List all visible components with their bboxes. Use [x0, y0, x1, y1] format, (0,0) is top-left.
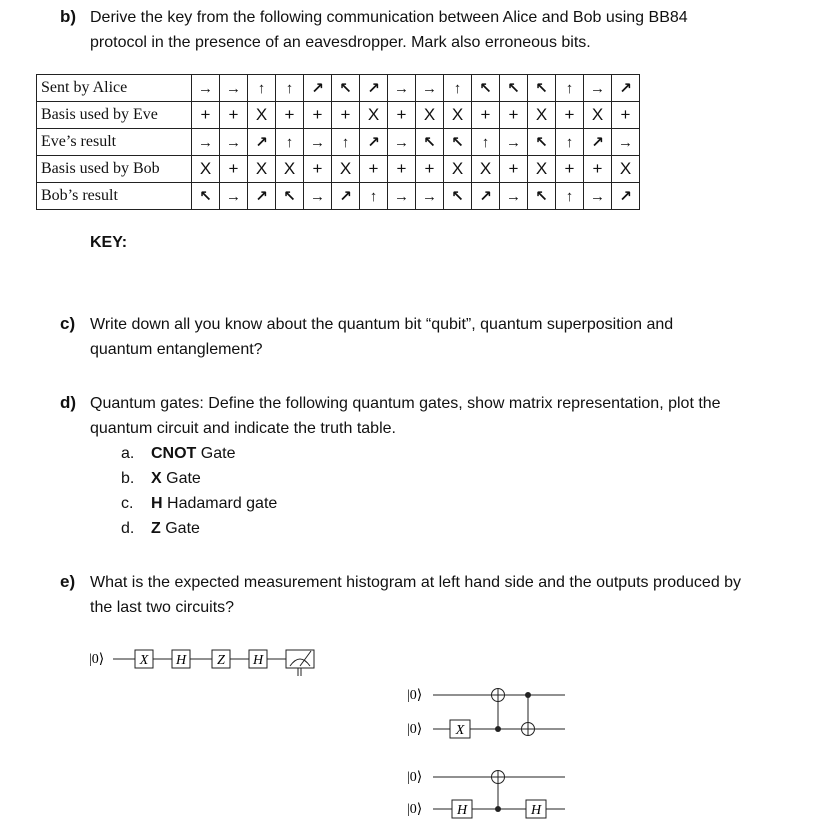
bb84-cell: + — [276, 102, 304, 129]
circuit3-gate-h2-label: H — [530, 803, 542, 818]
question-d-line1: Quantum gates: Define the following quantum gates, show matrix representation, plot the — [90, 395, 721, 412]
bb84-cell: X — [584, 102, 612, 129]
bb84-cell: ↖ — [416, 129, 444, 156]
bb84-row-header: Bob’s result — [37, 183, 192, 210]
bb84-cell: ↗ — [612, 183, 640, 210]
bb84-cell: ↗ — [584, 129, 612, 156]
gate-item-x: b. X Gate — [121, 470, 201, 487]
circuit-1 — [89, 650, 314, 676]
bb84-cell: + — [416, 156, 444, 183]
bb84-cell: + — [192, 102, 220, 129]
bb84-cell: + — [332, 102, 360, 129]
bb84-cell: ↑ — [472, 129, 500, 156]
bb84-cell: X — [192, 156, 220, 183]
bb84-cell: X — [528, 102, 556, 129]
question-d-line2: quantum circuit and indicate the truth table. — [90, 420, 396, 437]
question-b-label: b) — [60, 7, 77, 26]
bb84-row-header: Eve’s result — [37, 129, 192, 156]
bb84-cell: + — [220, 156, 248, 183]
bb84-cell: ↖ — [444, 129, 472, 156]
bb84-cell: → — [220, 129, 248, 156]
bb84-cell: X — [248, 156, 276, 183]
bb84-cell: → — [584, 183, 612, 210]
bb84-cell: X — [528, 156, 556, 183]
gate-item-z: d. Z Gate — [121, 520, 200, 537]
question-e-label: e) — [60, 572, 76, 591]
question-d-label: d) — [60, 393, 77, 412]
bb84-cell: ↑ — [360, 183, 388, 210]
question-e-line1: What is the expected measurement histogram at left hand side and the outputs produced by — [90, 574, 742, 591]
bb84-cell: → — [416, 183, 444, 210]
bb84-cell: → — [192, 75, 220, 102]
circuit1-gate-h2-label: H — [252, 653, 264, 668]
circuit-2 — [407, 688, 565, 738]
key-label: KEY: — [90, 234, 128, 251]
bb84-cell: X — [332, 156, 360, 183]
gate-item-h: c. H Hadamard gate — [121, 495, 278, 512]
meter-icon — [286, 650, 314, 676]
gate-item-cnot: a. CNOT Gate — [121, 445, 236, 462]
question-b-line1: Derive the key from the following communication between Alice and Bob using BB84 — [90, 9, 688, 26]
bb84-cell: X — [444, 156, 472, 183]
bb84-cell: X — [472, 156, 500, 183]
bb84-cell: → — [388, 129, 416, 156]
bb84-cell: + — [360, 156, 388, 183]
circuit2-cnot1-control — [495, 726, 501, 732]
circuit3-ket0-bottom: |0⟩ — [407, 802, 423, 817]
bb84-row-header: Basis used by Eve — [37, 102, 192, 129]
circuit1-gate-x-label: X — [139, 653, 149, 668]
bb84-cell: → — [220, 183, 248, 210]
bb84-cell: → — [584, 75, 612, 102]
circuit1-ket0: |0⟩ — [89, 652, 105, 667]
bb84-cell: + — [500, 156, 528, 183]
bb84-cell: + — [612, 102, 640, 129]
bb84-cell: ↗ — [304, 75, 332, 102]
circuit3-gate-h1-label: H — [456, 803, 468, 818]
circuit3-cnot-control — [495, 806, 501, 812]
bb84-cell: + — [388, 102, 416, 129]
bb84-cell: + — [304, 156, 332, 183]
bb84-cell: → — [192, 129, 220, 156]
question-c-label: c) — [60, 314, 76, 333]
bb84-cell: ↗ — [612, 75, 640, 102]
question-c-line1: Write down all you know about the quantum bit “qubit”, quantum superposition and — [90, 316, 674, 333]
bb84-cell: X — [612, 156, 640, 183]
circuit3-ket0-top: |0⟩ — [407, 770, 423, 785]
bb84-cell: ↗ — [248, 129, 276, 156]
bb84-cell: X — [416, 102, 444, 129]
bb84-cell: ↖ — [528, 129, 556, 156]
bb84-cell: → — [500, 183, 528, 210]
bb84-row-header: Sent by Alice — [37, 75, 192, 102]
bb84-cell: ↖ — [528, 183, 556, 210]
bb84-cell: + — [556, 102, 584, 129]
circuit2-gate-x-label: X — [455, 723, 465, 738]
bb84-cell: → — [304, 183, 332, 210]
bb84-cell: ↑ — [332, 129, 360, 156]
bb84-cell: ↑ — [556, 129, 584, 156]
circuit2-cnot2-control — [525, 692, 531, 698]
bb84-cell: ↗ — [360, 75, 388, 102]
bb84-cell: → — [388, 183, 416, 210]
bb84-cell: ↑ — [276, 75, 304, 102]
question-e-line2: the last two circuits? — [90, 599, 235, 616]
bb84-cell: ↖ — [528, 75, 556, 102]
circuit2-ket0-top: |0⟩ — [407, 688, 423, 703]
bb84-cell: ↗ — [332, 183, 360, 210]
question-b-line2: protocol in the presence of an eavesdropper. Mark also erroneous bits. — [90, 34, 591, 51]
bb84-cell: → — [220, 75, 248, 102]
bb84-cell: ↖ — [332, 75, 360, 102]
circuit2-ket0-bottom: |0⟩ — [407, 722, 423, 737]
question-c-line2: quantum entanglement? — [90, 341, 263, 358]
bb84-cell: + — [388, 156, 416, 183]
bb84-cell: ↗ — [248, 183, 276, 210]
bb84-cell: ↗ — [360, 129, 388, 156]
circuit1-gate-h1-label: H — [175, 653, 187, 668]
bb84-cell: + — [556, 156, 584, 183]
bb84-cell: ↑ — [556, 75, 584, 102]
bb84-cell: ↖ — [472, 75, 500, 102]
bb84-cell: ↑ — [556, 183, 584, 210]
bb84-cell: ↖ — [500, 75, 528, 102]
bb84-row-header: Basis used by Bob — [37, 156, 192, 183]
circuit1-gate-z-label: Z — [217, 653, 225, 668]
bb84-cell: ↗ — [472, 183, 500, 210]
circuit-3 — [407, 770, 565, 818]
bb84-cell: ↑ — [444, 75, 472, 102]
bb84-cell: + — [500, 102, 528, 129]
bb84-cell: ↑ — [248, 75, 276, 102]
bb84-cell: X — [360, 102, 388, 129]
bb84-cell: → — [416, 75, 444, 102]
bb84-cell: ↖ — [276, 183, 304, 210]
bb84-cell: → — [612, 129, 640, 156]
bb84-cell: ↖ — [192, 183, 220, 210]
bb84-cell: + — [304, 102, 332, 129]
bb84-cell: X — [248, 102, 276, 129]
bb84-cell: X — [444, 102, 472, 129]
bb84-cell: → — [304, 129, 332, 156]
bb84-cell: + — [220, 102, 248, 129]
bb84-cell: + — [584, 156, 612, 183]
bb84-cell: → — [500, 129, 528, 156]
bb84-cell: ↖ — [444, 183, 472, 210]
bb84-cell: X — [276, 156, 304, 183]
bb84-cell: ↑ — [276, 129, 304, 156]
bb84-cell: + — [472, 102, 500, 129]
bb84-cell: → — [388, 75, 416, 102]
